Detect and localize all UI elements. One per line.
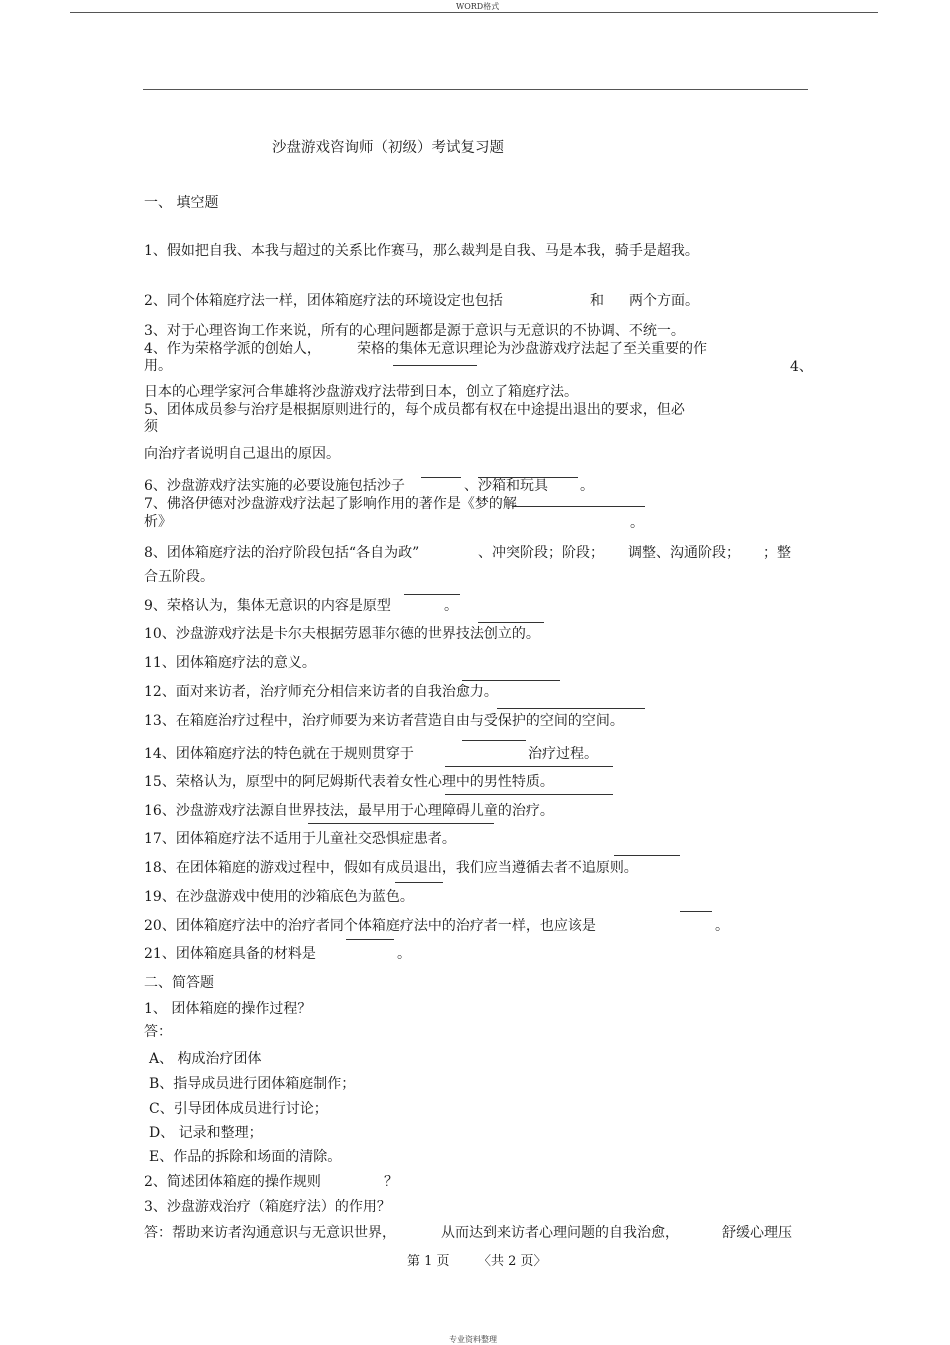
question-9-end: 。 xyxy=(444,598,458,614)
answer-blank xyxy=(395,882,443,883)
short-question-1: 1、 团体箱庭的操作过程？ xyxy=(144,1001,312,1017)
short-question-2: 2、简述团体箱庭的操作规则 xyxy=(144,1174,321,1190)
question-7-end: 。 xyxy=(630,515,644,531)
header-label: WORD格式 xyxy=(456,2,500,11)
question-20-end: 。 xyxy=(715,918,729,934)
top-rule xyxy=(143,89,808,90)
question-21: 21、团体箱庭具备的材料是 xyxy=(144,946,316,962)
question-8-cont2: 调整、沟通阶段； xyxy=(628,545,740,561)
answer-blank xyxy=(421,477,461,478)
question-17: 17、团体箱庭疗法不适用于儿童社交恐惧症患者。 xyxy=(144,831,456,847)
page-number: 第 1 页 xyxy=(407,1254,450,1269)
short-answer-3-cont: 从而达到来访者心理问题的自我治愈， xyxy=(441,1225,679,1241)
answer-blank xyxy=(680,911,712,912)
question-16: 16、沙盘游戏疗法源自世界技法，最早用于心理障碍儿童的治疗。 xyxy=(144,803,554,819)
short-answer-3-end: 舒缓心理压 xyxy=(722,1225,792,1241)
answer-blank xyxy=(445,766,613,767)
short-question-2-end: ？ xyxy=(384,1174,398,1190)
answer-blank xyxy=(346,939,394,940)
short-answer-3: 答：帮助来访者沟通意识与无意识世界， xyxy=(144,1225,396,1241)
answer-item-d: D、 记录和整理； xyxy=(149,1125,263,1141)
question-6: 6、沙盘游戏疗法实施的必要设施包括沙子 xyxy=(144,478,405,494)
answer-blank xyxy=(614,855,680,856)
section-heading-short-answer: 二、简答题 xyxy=(144,975,214,991)
answer-item-e: E、作品的拆除和场面的清除。 xyxy=(149,1149,342,1165)
footer-note: 专业资料整理 xyxy=(449,1335,497,1344)
question-6-cont: 、沙箱和玩具 xyxy=(464,478,548,494)
answer-blank xyxy=(445,794,613,795)
question-21-end: 。 xyxy=(397,946,411,962)
question-8-end: 合五阶段。 xyxy=(144,569,214,585)
answer-item-c: C、引导团体成员进行讨论； xyxy=(149,1101,328,1117)
question-1: 1、假如把自我、本我与超过的关系比作赛马，那么裁判是自我、马是本我，骑手是超我。 xyxy=(144,243,699,259)
question-5-end: 向治疗者说明自己退出的原因。 xyxy=(144,446,340,462)
question-4b: 日本的心理学家河合隼雄将沙盘游戏疗法带到日本，创立了箱庭疗法。 xyxy=(144,384,578,400)
question-4-cont: 荣格的集体无意识理论为沙盘游戏疗法起了至关重要的作 xyxy=(357,341,707,357)
page-title: 沙盘游戏咨询师（初级）考试复习题 xyxy=(272,140,504,156)
question-11: 11、团体箱庭疗法的意义。 xyxy=(144,655,316,671)
section-heading-fill-blank: 一、 填空题 xyxy=(144,195,219,211)
question-5: 5、团体成员参与治疗是根据原则进行的，每个成员都有权在中途提出退出的要求，但必 xyxy=(144,402,685,418)
answer-blank xyxy=(478,622,544,623)
question-3: 3、对于心理咨询工作来说，所有的心理问题都是源于意识与无意识的不协调、不统一。 xyxy=(144,323,685,339)
question-4b-number: 4、 xyxy=(790,359,813,375)
question-14-end: 治疗过程。 xyxy=(528,746,598,762)
question-10: 10、沙盘游戏疗法是卡尔夫根据劳恩菲尔德的世界技法创立的。 xyxy=(144,626,540,642)
question-9: 9、荣格认为，集体无意识的内容是原型 xyxy=(144,598,391,614)
question-7-cont: 析》 xyxy=(144,514,172,530)
question-4-end: 用。 xyxy=(144,358,172,374)
answer-item-b: B、指导成员进行团体箱庭制作； xyxy=(149,1076,356,1092)
answer-blank xyxy=(462,740,526,741)
header-rule xyxy=(70,12,878,13)
question-2-end: 两个方面。 xyxy=(629,293,699,309)
answer-blank xyxy=(497,708,645,709)
question-2: 2、同个体箱庭疗法一样，团体箱庭疗法的环境设定也包括 xyxy=(144,293,503,309)
answer-blank xyxy=(404,594,460,595)
question-18: 18、在团体箱庭的游戏过程中，假如有成员退出，我们应当遵循去者不追原则。 xyxy=(144,860,638,876)
question-20: 20、团体箱庭疗法中的治疗者同个体箱庭疗法中的治疗者一样，也应该是 xyxy=(144,918,596,934)
answer-blank xyxy=(393,365,477,366)
question-15: 15、荣格认为，原型中的阿尼姆斯代表着女性心理中的男性特质。 xyxy=(144,774,554,790)
question-8: 8、团体箱庭疗法的治疗阶段包括“各自为政” xyxy=(144,545,420,561)
question-8-cont3: ；整 xyxy=(763,545,791,561)
answer-blank xyxy=(512,506,645,507)
question-13: 13、在箱庭治疗过程中，治疗师要为来访者营造自由与受保护的空间的空间。 xyxy=(144,713,624,729)
question-19: 19、在沙盘游戏中使用的沙箱底色为蓝色。 xyxy=(144,889,414,905)
page-total: 〈共 2 页〉 xyxy=(478,1254,547,1269)
question-8-cont: 、冲突阶段；阶段； xyxy=(478,545,604,561)
question-12: 12、面对来访者，治疗师充分相信来访者的自我治愈力。 xyxy=(144,684,498,700)
question-2-and: 和 xyxy=(590,293,604,309)
answer-label: 答： xyxy=(144,1024,172,1040)
short-question-3: 3、沙盘游戏治疗（箱庭疗法）的作用？ xyxy=(144,1199,391,1215)
question-4: 4、作为荣格学派的创始人， xyxy=(144,341,321,357)
question-6-end: 。 xyxy=(580,478,594,494)
answer-blank xyxy=(462,680,560,681)
question-5-cont: 须 xyxy=(144,419,158,435)
answer-blank xyxy=(308,823,494,824)
question-7: 7、佛洛伊德对沙盘游戏疗法起了影响作用的著作是《梦的解 xyxy=(144,496,517,512)
question-14: 14、团体箱庭疗法的特色就在于规则贯穿于 xyxy=(144,746,414,762)
answer-item-a: A、 构成治疗团体 xyxy=(149,1051,262,1067)
